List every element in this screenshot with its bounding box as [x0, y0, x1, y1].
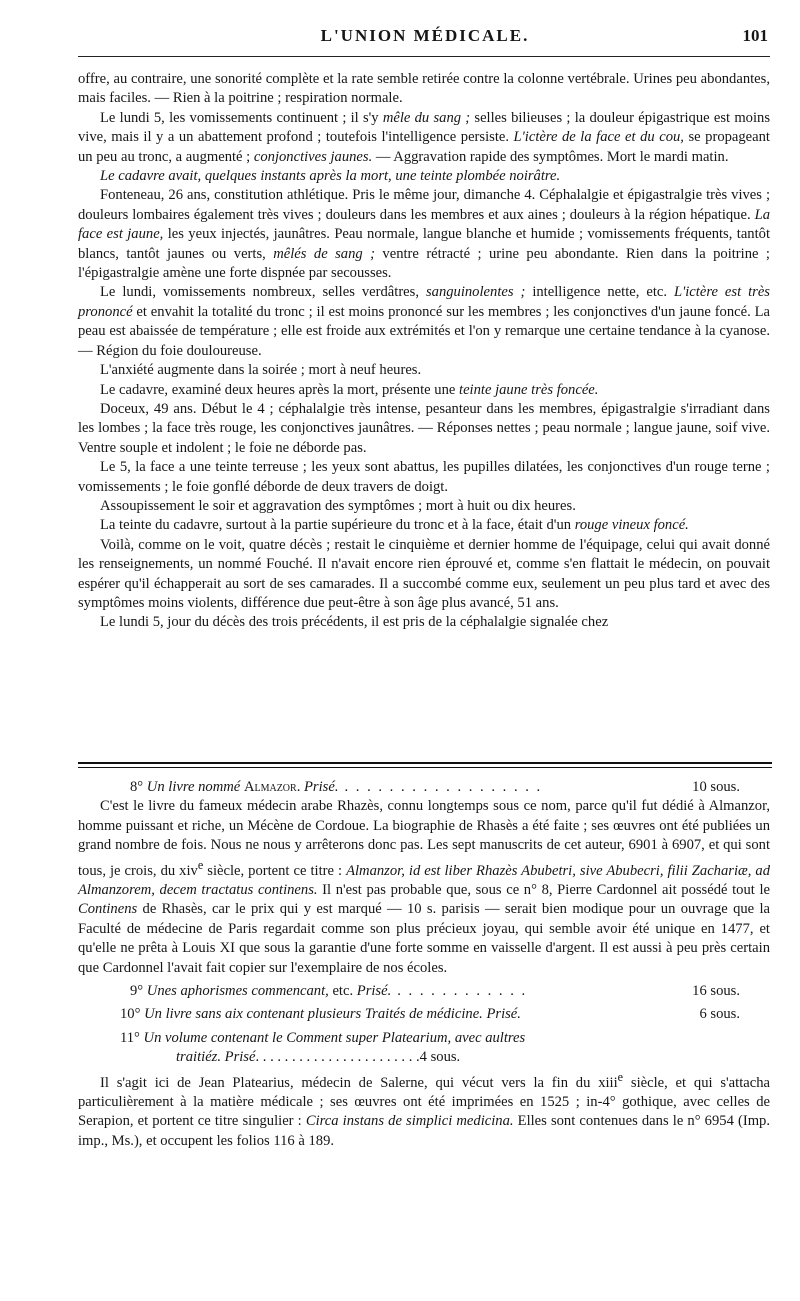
paragraph: L'anxiété augmente dans la soirée ; mort à neuf heures.: [100, 362, 422, 379]
dot-leader: . . . . . . . . . . . . . . . . . . . . . . .: [255, 1049, 420, 1066]
dot-leader: . . . . . . . . . . . . . . . . . .: [344, 779, 543, 795]
inventory-entry-8: 8° Un livre nommé Almazor. Prisé. . . . . . . . . . . . . . . . . . . 10 sous.: [78, 778, 770, 797]
entry-price: 16 sous.: [692, 982, 740, 999]
paragraph-italic: Le cadavre avait, quelques instants après la mort, une teinte plombée noirâtre.: [100, 168, 561, 185]
paragraph: Le 5, la face a une teinte terreuse ; les yeux sont abattus, les pupilles dilatées, les conjonctives d'un rouge terne ; vomissements ; le foie gonflé déborde de deux travers de doigt.: [78, 459, 770, 495]
entry-price: 10 sous.: [692, 779, 740, 795]
page-header: [78, 22, 772, 52]
running-title: L'UNION MÉDICALE.: [320, 26, 530, 45]
section-divider: [78, 762, 772, 768]
paragraph: Le lundi, vomissements nombreux, selles verdâtres, sanguinolentes ; intelligence nette, etc. L'ictère est très prononcé et envahit la totalité du tronc ; il est moins prononcé sur les membres ; les conjonctives d'un jaune foncé. La peau est abaissée de température ; elle est froide aux extrémités et l'on y remarque une certaine tendance à la cyanose. — Région du foie douloureuse.: [78, 284, 770, 359]
paragraph: Assoupissement le soir et aggravation des symptômes ; mort à huit ou dix heures.: [100, 497, 576, 514]
inventory-section: [78, 778, 770, 1151]
entry-title: Un volume contenant le Comment super Platearium, avec aultres: [143, 1029, 526, 1046]
entry-title: Unes aphorismes commencant,: [146, 982, 329, 999]
entry-price: 4 sous.: [419, 1049, 461, 1066]
case-reports-section: [78, 70, 770, 633]
entry-title: Un livre sans aix contenant plusieurs Traités de médicine.: [144, 1006, 483, 1023]
inventory-entry-10: 10° Un livre sans aix contenant plusieurs Traités de médicine. Prisé. 6 sous.: [78, 1005, 770, 1024]
entry-price: 6 sous.: [699, 1006, 740, 1023]
header-rule: [78, 56, 770, 57]
inventory-entry-11: 11° Un volume contenant le Comment super Platearium, avec aultres traitiéz. Prisé . . . . . . . . . . . . . . . . . . . . . . . 4 sous.: [78, 1029, 770, 1068]
paragraph: Il s'agit ici de Jean Platearius, médecin de Salerne, qui vécut vers la fin du xiii$^e$ siècle, et qui s'attacha particulièrement à la matière médicale ; ses œuvres ont été imprimées en 1525 ; in-4° gothique, avec celles de Serapion, et portent ce titre singulier : Circa instans de simplici medicina. Elles sont contenues dans le n° 6954 (Imp. imp., Ms.), et occupent les folios 116 à 189.: [78, 1069, 771, 1149]
paragraph: Voilà, comme on le voit, quatre décès ; restait le cinquième et dernier homme de l'équipage, celui qui avait donné les renseignements, un nommé Fouché. Il n'avait encore rien éprouvé et, comme s'en flattait le médecin, on pouvait espérer qu'il échapperait au sort de ses camarades. Il a succombé comme eux, seulement un peu plus tard et avec des symptômes moins violents, différence due peut-être à son âge plus avancé, 51 ans.: [78, 536, 770, 611]
paragraph: C'est le livre du fameux médecin arabe Rhazès, connu longtemps sous ce nom, parce qu'il fut dédié à Almanzor, homme puissant et riche, un Mécène de Cordoue. La biographie de Rhasès a été faite ; ses œuvres ont été publiées un grand nombre de fois. Nous ne nous y arrêterons donc pas. Les sept manuscrits de cet auteur, 6901 à 6907, et qui sont tous, je crois, du xiv$^e$ siècle, portent ce titre : Almanzor, id est liber Rhazès Abubetri, sive Abubecri, filii Zachariæ, ad Almanzorem, decem tractatus continens. Il n'est pas probable que, sous ce n° 8, Pierre Cardonnel ait possédé tout le Continens de Rhasès, car le prix qui y est marqué — 10 s. parisis — serait bien modique pour un ouvrage que la Faculté de médecine de Paris regardait comme son plus précieux joyau, qui semble avoir été unique en 1477, et qu'elle ne prêta à Louis XI que sous la garantie d'une forte somme en vaisselle d'argent. Il est aussi à peu près certain que Cardonnel l'avait fait copier sur l'exemplaire de nos écoles.: [78, 798, 770, 976]
paragraph: La teinte du cadavre, surtout à la partie supérieure du tronc et à la face, était d'un rouge vineux foncé.: [100, 517, 689, 534]
entry-title: Un livre nommé: [146, 779, 241, 795]
entry-name: Almazor.: [243, 779, 301, 795]
inventory-entry-9: 9° Unes aphorismes commencant, etc. Prisé. . . . . . . . . . . . . 16 sous.: [78, 982, 770, 1001]
paragraph: offre, au contraire, une sonorité complète et la rate semble retirée contre la colonne vertébrale. Urines peu abondantes, mais faciles. — Rien à la poitrine ; respiration normale.: [78, 71, 770, 107]
dot-leader: . . . . . . . . . . . .: [397, 982, 528, 999]
paragraph: Doceux, 49 ans. Début le 4 ; céphalalgie très intense, pesanteur dans les membres, épigastralgie s'irradiant dans les lombes ; la face très rouge, les conjonctives jaunâtres. — Réponses nettes ; peau normale ; langue jaune, soif vive. Ventre souple et indolent ; le foie ne déborde pas.: [78, 400, 770, 456]
page-number: 101: [742, 26, 768, 45]
paragraph: Fonteneau, 26 ans, constitution athlétique. Pris le même jour, dimanche 4. Céphalalgie et épigastralgie très vives ; douleurs lombaires également très vives ; douleurs dans les membres et aux aines ; douleurs à la région hépatique. La face est jaune, les yeux injectés, jaunâtres. Peau normale, langue blanche et humide ; vomissements fréquents, tantôt blancs, tantôt jaunes ou verts, mêlés de sang ; ventre rétracté ; urine peu abondante. Rien dans la poitrine ; l'épigastralgie amène une forte dispnée par secousses.: [78, 187, 770, 282]
paragraph: Le cadavre, examiné deux heures après la mort, présente une teinte jaune très foncée.: [100, 381, 599, 398]
paragraph: Le lundi 5, les vomissements continuent ; il s'y mêle du sang ; selles bilieuses ; la douleur épigastrique est moins vive, mais il y a un abattement profond ; toutefois l'intelligence persiste. L'ictère de la face et du cou, se propageant un peu au tronc, a augmenté ; conjonctives jaunes. — Aggravation rapide des symptômes. Mort le mardi matin.: [78, 109, 770, 165]
paragraph: Le lundi 5, jour du décès des trois précédents, il est pris de la céphalalgie signalée chez: [100, 614, 609, 631]
